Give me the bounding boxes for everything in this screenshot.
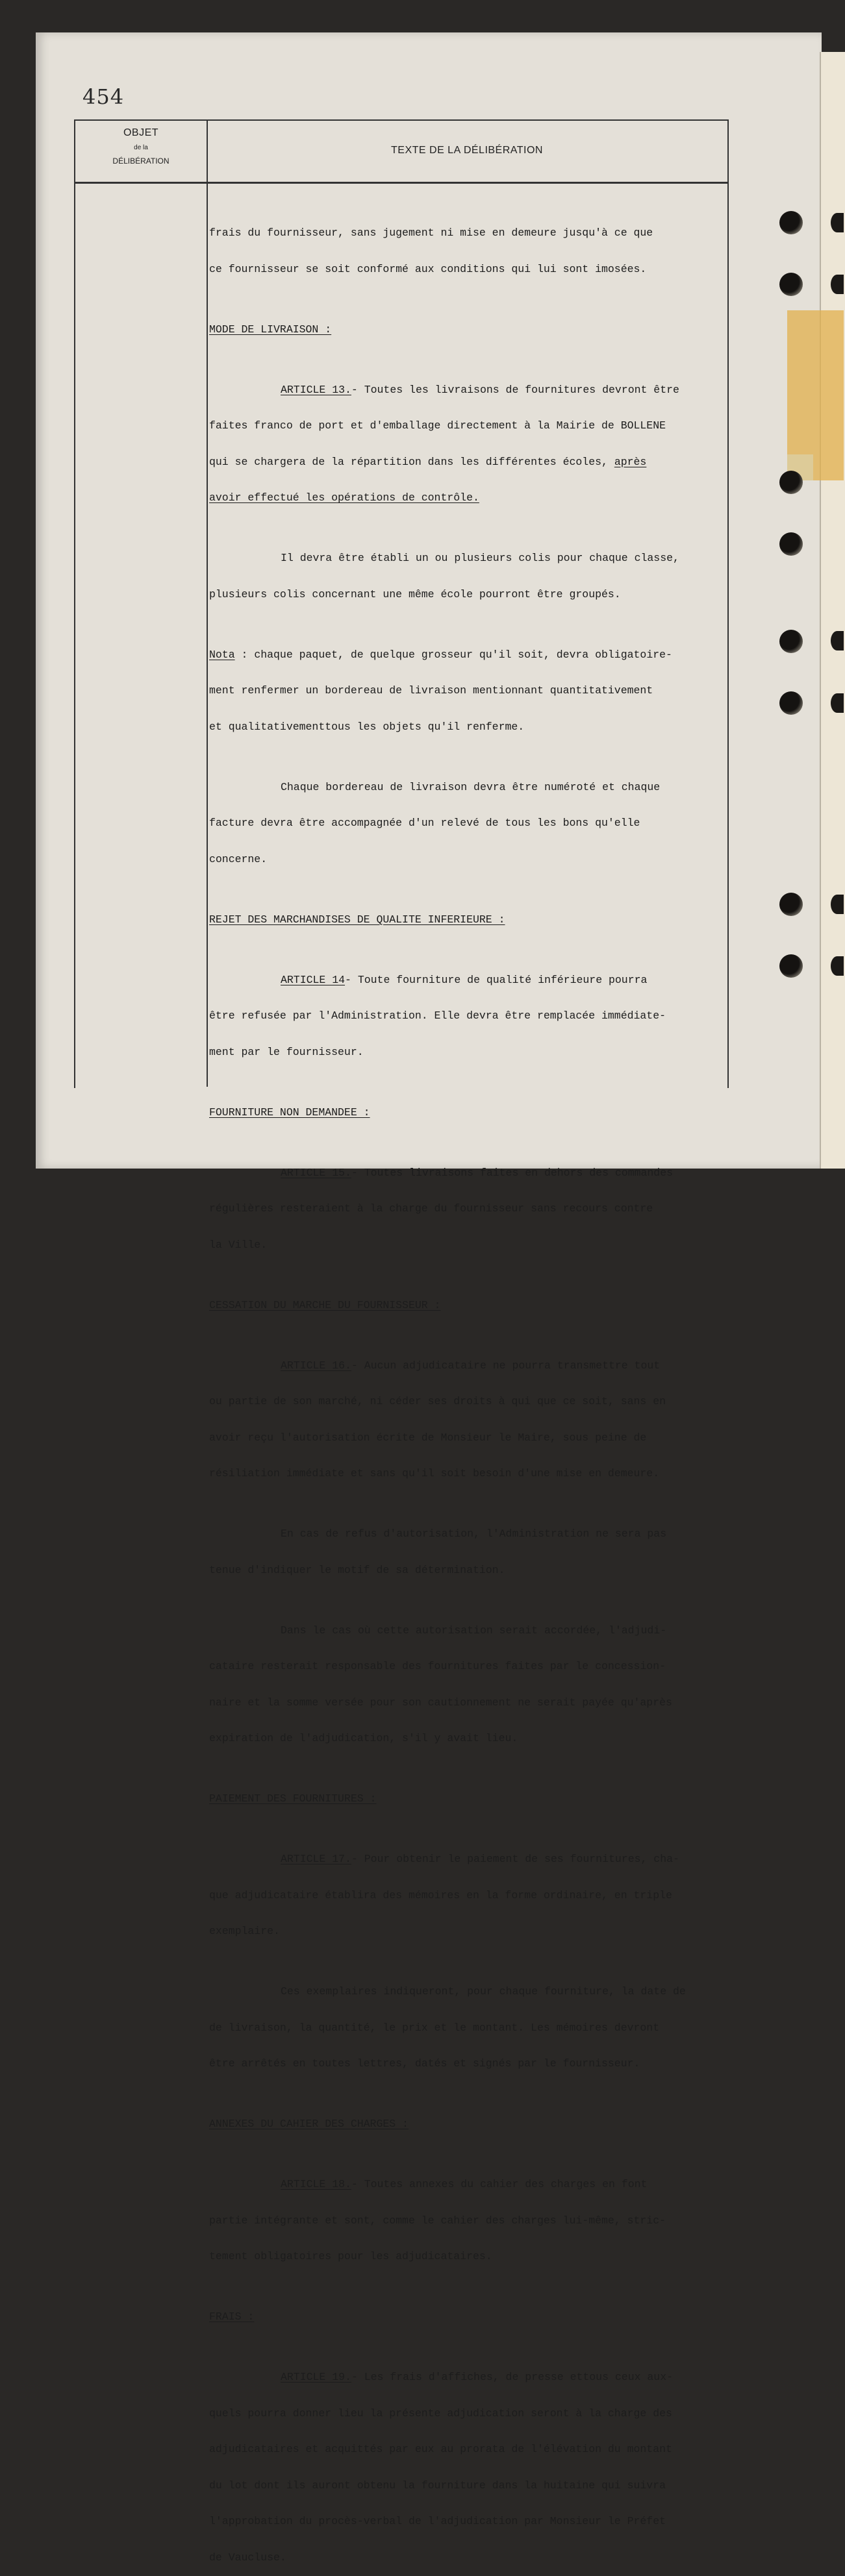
text-line: exemplaire. [209,1925,280,1937]
text-line: frais du fournisseur, sans jugement ni mise en demeure jusqu'à ce que [209,227,653,239]
section-heading: REJET DES MARCHANDISES DE QUALITE INFERIEURE : [209,913,505,926]
text-line: Chaque bordereau de livraison devra être numéroté et chaque [281,780,661,793]
text-line: ou partie de son marché, ni céder ses droits à qui que ce soit, sans en [209,1395,666,1407]
article-label: ARTICLE 14 [281,973,346,986]
text-line: qui se chargera de la répartition dans les différentes écoles, après [209,455,647,468]
nota-label: Nota [209,648,235,661]
text-line: concerne. [209,852,268,865]
header-rule [74,182,727,184]
section-heading: FOURNITURE NON DEMANDEE : [209,1106,370,1119]
article-label: ARTICLE 17. [281,1853,351,1865]
article-label: ARTICLE 16. [281,1359,351,1372]
text-line: avoir reçu l'autorisation écrite de Monsieur le Maire, sous peine de [209,1431,647,1444]
text-line: de livraison, la quantité, le prix et le montant. Les mémoires devront [209,2021,660,2034]
article-label: ARTICLE 13. [281,383,351,396]
text-line: plusieurs colis concernant une même école pourront être groupés. [209,588,621,601]
text-line: partie intégrante et sont, comme le cahier des charges lui-même, stric- [209,2214,666,2227]
text-line: être refusée par l'Administration. Elle devra être remplacée immédiate- [209,1009,666,1022]
text-line: résiliation immédiate et sans qu'il soit besoin d'une mise en demeure. [209,1467,660,1480]
text-line: la Ville. [209,1238,268,1251]
text-line: tement obligatoires pour les adjudicataires. [209,2250,492,2262]
binder-hole [779,532,803,556]
section-heading: CESSATION DU MARCHE DU FOURNISSEUR : [209,1298,441,1311]
article-label: ARTICLE 15. [281,1166,351,1179]
section-heading: PAIEMENT DES FOURNITURES : [209,1792,377,1805]
objet-header [75,127,207,166]
article-16-line: ARTICLE 16.- Aucun adjudicataire ne pourra transmettre tout [281,1359,661,1372]
article-15-line: ARTICLE 15.- Toutes livraisons faites en dehors des commandes [281,1166,674,1179]
article-13-line: ARTICLE 13.- Toutes les livraisons de fournitures devront être [281,383,679,396]
text-line: facture devra être accompagnée d'un relevé de tous les bons qu'elle [209,817,640,829]
binder-hole [831,956,844,976]
text-line: avoir effectué les opérations de contrôle. [209,491,479,504]
binder-hole [779,893,803,916]
binder-hole [831,275,844,294]
text-line: de Vaucluse. [209,2551,286,2564]
binder-hole [831,693,844,713]
article-17-line: ARTICLE 17.- Pour obtenir le paiement de ses fournitures, cha- [281,1853,679,1865]
article-label: ARTICLE 18. [281,2178,351,2190]
article-14-line: ARTICLE 14- Toute fourniture de qualité inférieure pourra [281,973,648,986]
page-number: 454 [82,84,125,109]
text-line: En cas de refus d'autorisation, l'Administration ne sera pas [281,1528,667,1540]
texte-header: TEXTE DE LA DÉLIBÉRATION [391,145,543,156]
underlined-word: après [614,455,647,468]
text-line: faites franco de port et d'emballage directement à la Mairie de BOLLENE [209,419,666,432]
text-line: l'approbation du procès-verbal de l'adjudication par Monsieur le Préfet [209,2515,666,2527]
article-18-line: ARTICLE 18.- Toutes annexes du cahier des charges en font [281,2178,648,2190]
objet-header-line3: DÉLIBÉRATION [112,156,170,166]
text-line: cataire resterait responsable des fournitures faites par le concession- [209,1660,666,1672]
text-line: régulières resteraient à la charge du fournisseur sans recours contre [209,1202,653,1215]
binder-hole [831,631,844,650]
text-line: quels pourra donner lieu la présente adjudication seront à la charge des [209,2407,672,2420]
nota-line: Nota : chaque paquet, de quelque grosseur qu'il soit, devra obligatoire- [209,648,672,661]
binder-hole [779,630,803,653]
objet-header-line2: de la [134,144,148,151]
text-line: ce fournisseur se soit conformé aux conditions qui lui sont imosées. [209,262,647,275]
section-heading: ANNEXES DU CAHIER DES CHARGES : [209,2118,409,2130]
text-line: Ces exemplaires indiqueront, pour chaque fourniture, la date de [281,1985,686,1998]
text-line: et qualitativementtous les objets qu'il renferme. [209,720,525,733]
text-line: Dans le cas où cette autorisation serait accordée, l'adjudi- [281,1624,667,1637]
text-line: expiration de l'adjudication, s'il y avait lieu. [209,1732,518,1744]
section-heading: MODE DE LIVRAISON : [209,323,332,336]
text-line: que adjudicataire établira des mémoires en la forme ordinaire, en triple [209,1889,672,1901]
text-line: du lot dont ils auront obtenu la fourniture dans la huitaine qui suivra [209,2479,666,2492]
deliberation-text [209,203,737,2576]
column-divider [207,119,208,1087]
objet-header-line1: OBJET [123,127,159,138]
binder-hole [831,213,844,232]
text-line: Il devra être établi un ou plusieurs colis pour chaque classe, [281,552,679,564]
binder-hole [779,211,803,234]
text-line: ment par le fournisseur. [209,1045,364,1058]
section-heading: FRAIS : [209,2310,255,2323]
text-line: être arrêtés en toutes lettres, datés et signés par le fournisseur. [209,2057,640,2070]
binder-hole [831,895,844,914]
text-line: ment renfermer un bordereau de livraison mentionnant quantitativement [209,684,653,697]
binder-hole [779,273,803,296]
text-line: adjudicataires et acquittés par eux au prorata de l'élévation du montant [209,2443,672,2455]
binder-hole [779,471,803,494]
text-line: naire et la somme versée pour son cautionnement ne serait payée qu'après [209,1696,672,1709]
text-line: tenue d'indiquer le motif de sa détermination. [209,1563,505,1576]
article-label: ARTICLE 19. [281,2371,351,2383]
article-19-line: ARTICLE 19.- Les frais d'affiches, de presse ettous ceux aux- [281,2371,674,2383]
binder-hole [779,691,803,715]
binder-hole [779,954,803,978]
